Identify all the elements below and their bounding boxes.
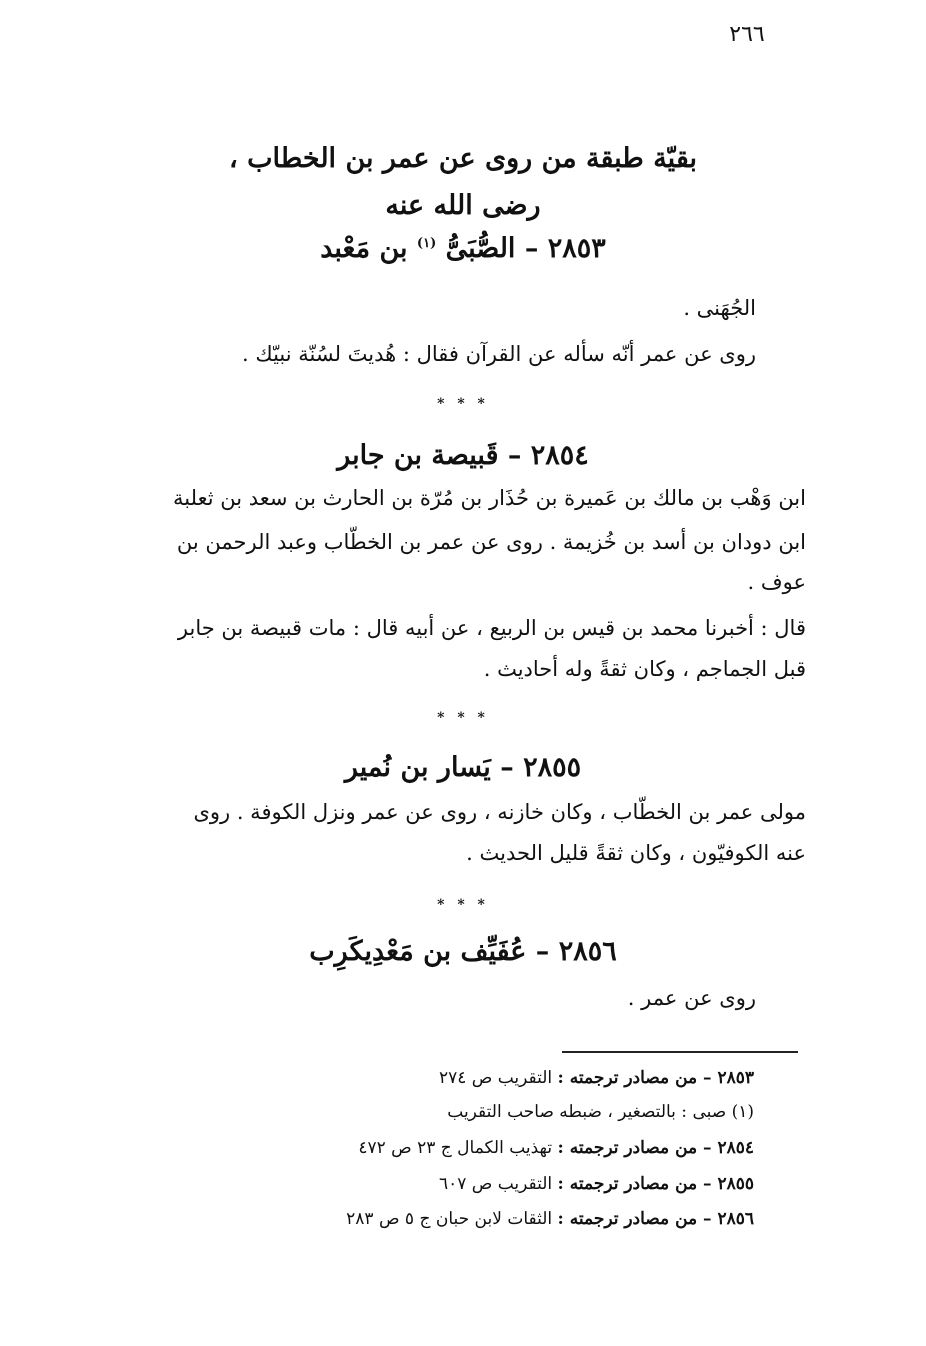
entry-line: ابن وَهْب بن مالك بن عَميرة بن حُذَار بن مُرّة بن الحارث بن سعد بن ثعلبة [173, 486, 806, 510]
entry-heading-2853: ٢٨٥٣ – الصُّبَىُّ $^{(١)}$ بن مَعْبد [320, 233, 606, 264]
footnote-2854 [358, 1138, 754, 1158]
footnote-label: ٢٨٥٥ – من مصادر ترجمته : [557, 1174, 754, 1194]
entry-line: قال : أخبرنا محمد بن قيس بن الربيع ، عن أبيه قال : مات قبيصة بن جابر [177, 616, 806, 640]
separator-stars: * * * [437, 710, 489, 726]
entry-name-rest: بن مَعْبد [320, 233, 408, 264]
entry-line: ابن دودان بن أسد بن خُزيمة . روى عن عمر بن الخطّاب وعبد الرحمن بن [176, 530, 806, 554]
section-title-line1: بقيّة طبقة من روى عن عمر بن الخطاب ، [228, 143, 697, 174]
entry-line: مولى عمر بن الخطّاب ، وكان خازنه ، روى عن عمر ونزل الكوفة . روى [193, 800, 806, 824]
footnote-1 [447, 1102, 754, 1122]
separator-stars: * * * [437, 396, 489, 412]
entry-heading-2855: ٢٨٥٥ – يَسار بن نُمير [344, 752, 582, 783]
footnote-text: (١) صبى : بالتصغير ، ضبطه صاحب التقريب [447, 1102, 754, 1122]
footnote-ref: (١) [416, 236, 437, 251]
page-number: ٢٦٦ [729, 22, 765, 47]
entry-heading-2856: ٢٨٥٦ – عُفَيِّف بن مَعْدِيكَرِب [309, 936, 617, 967]
entry-line: عوف . [747, 570, 806, 594]
footnote-text: التقريب ص ٢٧٤ [438, 1068, 553, 1088]
footnote-text: الثقات لابن حبان ج ٥ ص ٢٨٣ [346, 1209, 553, 1229]
entry-line: روى عن عمر . [627, 986, 756, 1010]
footnote-2855 [439, 1174, 754, 1194]
entry-heading-2854: ٢٨٥٤ – قَبيصة بن جابر [337, 440, 589, 471]
entry-number: ٢٨٥٣ [547, 233, 606, 264]
entry-line: عنه الكوفيّون ، وكان ثقةً قليل الحديث . [466, 841, 806, 865]
entry-line: الجُهَنى . [683, 296, 756, 320]
entry-line: روى عن عمر أنّه سأله عن القرآن فقال : هُديتَ لسُنّة نبيّك . [242, 342, 756, 366]
footnote-2853 [439, 1068, 754, 1088]
footnote-label: ٢٨٥٦ – من مصادر ترجمته : [557, 1209, 754, 1229]
footnote-text: التقريب ص ٦٠٧ [438, 1174, 553, 1194]
entry-line: قبل الجماجم ، وكان ثقةً وله أحاديث . [483, 657, 806, 681]
footnote-label: ٢٨٥٣ – من مصادر ترجمته : [557, 1068, 754, 1088]
footnote-divider [562, 1051, 798, 1053]
footnote-text: تهذيب الكمال ج ٢٣ ص ٤٧٢ [358, 1138, 553, 1158]
entry-name: الصُّبَىُّ [445, 233, 516, 264]
section-title-line2: رضى الله عنه [385, 190, 541, 221]
footnote-2856 [346, 1209, 754, 1229]
separator-stars: * * * [437, 897, 489, 913]
footnote-label: ٢٨٥٤ – من مصادر ترجمته : [557, 1138, 754, 1158]
